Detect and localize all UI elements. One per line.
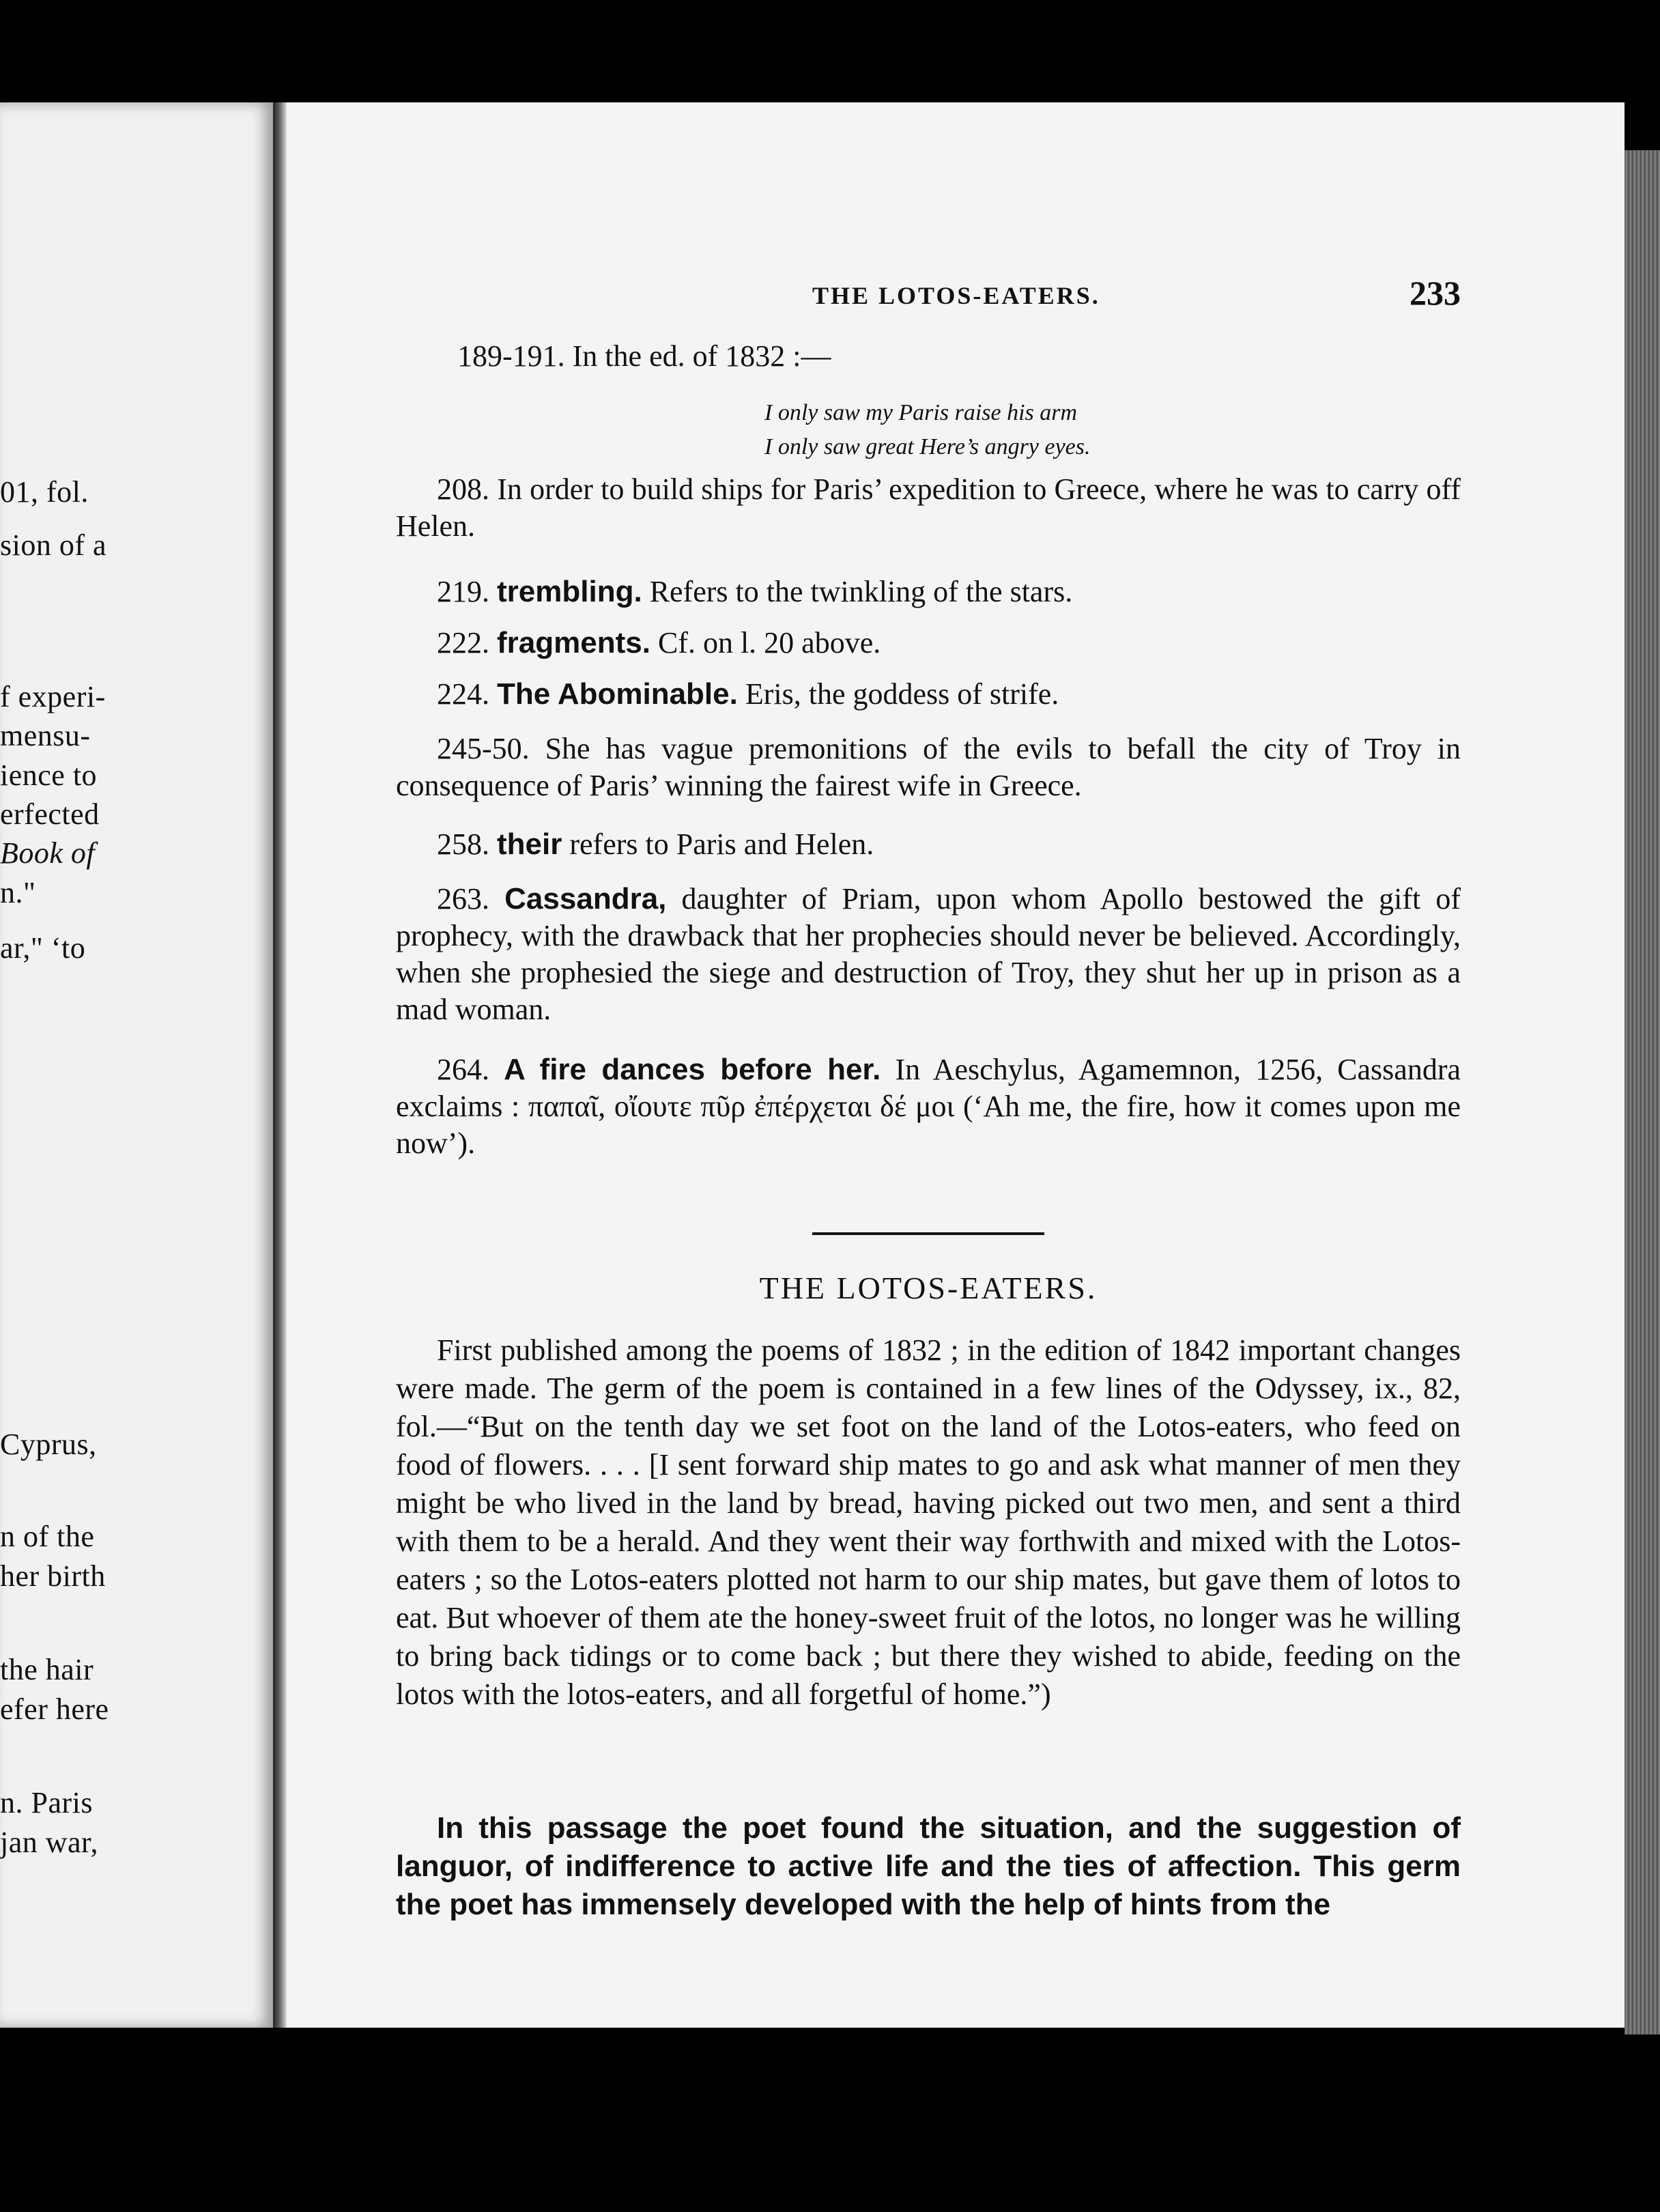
left-page-line: n of the [0, 1520, 95, 1553]
note-text: In the ed. of 1832 :— [572, 339, 831, 373]
left-page-line: Cyprus, [0, 1428, 97, 1461]
quote-line: I only saw my Paris raise his arm [764, 400, 1078, 425]
note-ref: 263. [437, 882, 489, 916]
note-219 [396, 573, 1461, 610]
left-page-line: f experi- [0, 680, 106, 713]
left-page-line: n. Paris [0, 1786, 93, 1819]
left-page-line: sion of a [0, 528, 107, 562]
left-page-line: her birth [0, 1559, 106, 1593]
section-divider [812, 1232, 1044, 1235]
left-page-line: 01, fol. [0, 475, 89, 509]
note-text: Eris, the goddess of strife. [745, 677, 1059, 711]
note-263 [396, 881, 1461, 1028]
note-text: refers to Paris and Helen. [569, 827, 874, 861]
section-title: THE LOTOS-EATERS. [759, 1271, 1098, 1305]
note-ref: 219. [437, 575, 489, 608]
left-page-line: jan war, [0, 1826, 98, 1859]
note-245 [396, 731, 1461, 804]
left-page-line: efer here [0, 1692, 109, 1726]
note-264 [396, 1051, 1461, 1162]
note-text: Cf. on l. 20 above. [657, 626, 881, 660]
note-208 [396, 471, 1461, 545]
left-page-line: the hair [0, 1653, 94, 1686]
note-text: In order to build ships for Paris’ expedition to Greece, where he was to carry off Helen. [396, 472, 1461, 543]
note-ref: 222. [437, 626, 489, 660]
note-ref: 224. [437, 677, 489, 711]
quote-line: I only saw great Here’s angry eyes. [764, 434, 1091, 459]
intro-paragraph: First published among the poems of 1832 ; in the edition of 1842 important changes were made. The germ of the poem is contained in a few lines of the Odyssey, ix., 82, fol.—“But on the tenth day we set foot on the land of the Lotos-eaters, who feed on food of flowers. . . . [I sent forward ship mates to go and ask what manner of men they might be who lived in the land by bread, having picked out two men, and sent a third with them to be a herald. And they went their way forthwith and mixed with the Lotos-eaters ; so the Lotos-eaters plotted not harm to our ship mates, but gave them of lotos to eat. But whoever of them ate the honey-sweet fruit of the lotos, no longer was he willing to bring back tidings or to come back ; but there they wished to abide, feeding on the lotos with the lotos-eaters, and all forgetful of home.”) [396, 1333, 1461, 1711]
note-term: trembling. [497, 575, 642, 608]
left-page [0, 102, 273, 2028]
note-text: daughter of Priam, upon whom Apollo bestowed the gift of prophecy, with the drawback that her prophecies should never be believed. Accordingly, when she prophesied the siege and destruction of Troy, they shut her up in prison as a mad woman. [396, 882, 1461, 1026]
note-222 [396, 625, 1461, 662]
note-term: Cassandra, [504, 882, 667, 916]
note-ref: 208. [437, 472, 489, 506]
note-term: The Abominable. [497, 677, 738, 711]
left-page-line: mensu- [0, 719, 91, 752]
note-term: A fire dances before her. [504, 1053, 881, 1086]
note-ref: 189-191. [457, 339, 565, 373]
left-page-line: ience to [0, 758, 98, 792]
note-258 [396, 826, 1461, 863]
book-gutter [273, 102, 287, 2028]
running-header [396, 273, 1461, 314]
note-ref: 264. [437, 1053, 489, 1086]
note-text: She has vague premonitions of the evils to befall the city of Troy in consequence of Paris’ winning the fairest wife in Greece. [396, 732, 1461, 802]
running-title: THE LOTOS-EATERS. [812, 282, 1100, 309]
note-text: In Aeschylus, Agamemnon, 1256, Cassandra exclaims : παπαῖ, οἴουτε πῦρ ἐπέρχεται δέ μοι (‘Ah me, the fire, how it comes upon me now’). [396, 1053, 1461, 1160]
left-page-line: erfected [0, 797, 100, 831]
left-page-line: n." [0, 876, 36, 909]
note-189 [457, 338, 1461, 375]
second-paragraph-text: In this passage the poet found the situation, and the suggestion of languor, of indifference to active life and the ties of affection. This germ the poet has immensely developed with the help of hints from the [396, 1811, 1461, 1921]
left-page-line: Book of [0, 836, 96, 870]
note-term: fragments. [497, 626, 650, 660]
page-number: 233 [1409, 274, 1461, 312]
left-page-line: ar," ‘to [0, 931, 86, 965]
page-edges [1625, 150, 1660, 2034]
note-term: their [497, 827, 562, 861]
note-ref: 245-50. [437, 732, 530, 765]
note-text: Refers to the twinkling of the stars. [649, 575, 1073, 608]
note-224 [396, 676, 1461, 713]
note-ref: 258. [437, 827, 489, 861]
second-paragraph [396, 1809, 1461, 1924]
